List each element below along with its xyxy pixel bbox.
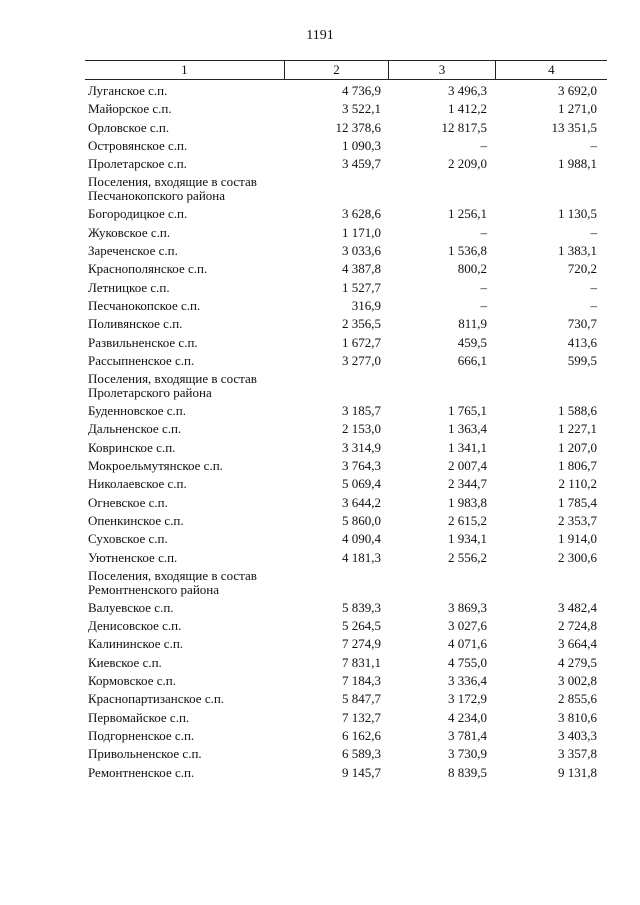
column-2-value-cell: 3 764,3 — [342, 458, 381, 474]
column-3-value-cell: 3 172,9 — [448, 691, 487, 707]
column-3-value-cell: 1 536,8 — [448, 243, 487, 259]
column-2-value-cell: 3 459,7 — [342, 156, 381, 172]
table-row — [85, 260, 607, 278]
settlement-name-cell: Пролетарское с.п. — [88, 156, 187, 172]
column-4-value-cell: 2 300,6 — [558, 549, 597, 565]
table-row — [85, 352, 607, 370]
column-2-value-cell: 9 145,7 — [342, 764, 381, 780]
column-2-value-cell: 5 847,7 — [342, 691, 381, 707]
column-4-value-cell: 2 353,7 — [558, 512, 597, 528]
column-2-value-cell: 6 589,3 — [342, 746, 381, 762]
column-4-value-cell: 1 588,6 — [558, 403, 597, 419]
settlement-name-cell: Огневское с.п. — [88, 494, 168, 510]
column-2-value-cell: 316,9 — [351, 297, 381, 313]
column-header-2: 2 — [284, 61, 388, 79]
column-4-value-cell: – — [590, 279, 597, 295]
table-row — [85, 727, 607, 745]
settlement-name-cell: Островянское с.п. — [88, 137, 188, 153]
column-4-value-cell: 1 271,0 — [558, 101, 597, 117]
settlement-name-cell: Опенкинское с.п. — [88, 512, 184, 528]
column-2-value-cell: 6 162,6 — [342, 727, 381, 743]
column-4-value-cell: 4 279,5 — [558, 654, 597, 670]
settlement-name-cell: Зареченское с.п. — [88, 243, 178, 259]
column-2-value-cell: 4 387,8 — [342, 261, 381, 277]
table-row — [85, 690, 607, 708]
column-4-value-cell: 1 227,1 — [558, 421, 597, 437]
column-3-value-cell: 2 344,7 — [448, 476, 487, 492]
column-3-value-cell: 2 556,2 — [448, 549, 487, 565]
column-4-value-cell: 413,6 — [567, 334, 597, 350]
settlement-name-cell: Привольненское с.п. — [88, 746, 202, 762]
column-4-value-cell: 3 692,0 — [558, 83, 597, 98]
page-number: 1191 — [306, 28, 334, 43]
table-row — [85, 672, 607, 690]
table-row — [85, 457, 607, 475]
column-4-value-cell: 1 806,7 — [558, 458, 597, 474]
column-3-value-cell: 3 730,9 — [448, 746, 487, 762]
column-2-value-cell: 7 274,9 — [342, 636, 381, 652]
column-4-value-cell: 1 207,0 — [558, 439, 597, 455]
column-3-value-cell: 3 027,6 — [448, 618, 487, 634]
group-heading: Поселения, входящие в состав Пролетарского района — [88, 371, 257, 401]
table-row — [85, 709, 607, 727]
table-row — [85, 100, 607, 118]
table-row — [85, 439, 607, 457]
settlement-name-cell: Рассыпненское с.п. — [88, 352, 195, 368]
table-row — [85, 279, 607, 297]
column-3-value-cell: 1 412,2 — [448, 101, 487, 117]
column-3-value-cell: 1 765,1 — [448, 403, 487, 419]
column-2-value-cell: 5 860,0 — [342, 512, 381, 528]
table-row — [85, 334, 607, 352]
column-3-value-cell: 3 336,4 — [448, 673, 487, 689]
table-row — [85, 512, 607, 530]
column-2-value-cell: 7 831,1 — [342, 654, 381, 670]
settlement-name-cell: Киевское с.п. — [88, 654, 162, 670]
column-2-value-cell: 1 527,7 — [342, 279, 381, 295]
table-row — [85, 617, 607, 635]
column-4-value-cell: – — [590, 297, 597, 313]
column-2-value-cell: 2 356,5 — [342, 316, 381, 332]
column-3-value-cell: 811,9 — [458, 316, 487, 332]
column-header-1: 1 — [181, 62, 188, 77]
table-row — [85, 635, 607, 653]
table-row — [85, 764, 607, 782]
settlement-name-cell: Краснополянское с.п. — [88, 261, 208, 277]
table-row — [85, 745, 607, 763]
column-4-value-cell: 1 130,5 — [558, 206, 597, 222]
column-4-value-cell: 3 664,4 — [558, 636, 597, 652]
column-2-value-cell: 1 171,0 — [342, 224, 381, 240]
column-2-value-cell: 3 185,7 — [342, 403, 381, 419]
settlement-name-cell: Мокроельмутянское с.п. — [88, 458, 223, 474]
column-4-value-cell: 599,5 — [567, 352, 597, 368]
table-row — [85, 654, 607, 672]
column-2-value-cell: 3 522,1 — [342, 101, 381, 117]
settlement-name-cell: Николаевское с.п. — [88, 476, 187, 492]
column-3-value-cell: 1 341,1 — [448, 439, 487, 455]
column-3-value-cell: 2 007,4 — [448, 458, 487, 474]
column-2-value-cell: 7 132,7 — [342, 709, 381, 725]
column-3-value-cell: 3 869,3 — [448, 599, 487, 615]
column-2-value-cell: 5 839,3 — [342, 599, 381, 615]
column-3-value-cell: 2 615,2 — [448, 512, 487, 528]
table-row — [85, 315, 607, 333]
table-row — [85, 119, 607, 137]
settlement-name-cell: Калининское с.п. — [88, 636, 184, 652]
column-2-value-cell: 12 378,6 — [335, 119, 381, 135]
settlement-name-cell: Богородицкое с.п. — [88, 206, 188, 222]
column-3-value-cell: – — [480, 224, 487, 240]
column-2-value-cell: 1 672,7 — [342, 334, 381, 350]
column-2-value-cell: 4 736,9 — [342, 83, 381, 98]
table-row — [85, 475, 607, 493]
column-2-value-cell: 7 184,3 — [342, 673, 381, 689]
column-4-value-cell: 13 351,5 — [551, 119, 597, 135]
column-4-value-cell: 2 724,8 — [558, 618, 597, 634]
column-4-value-cell: 720,2 — [567, 261, 597, 277]
column-4-value-cell: 3 002,8 — [558, 673, 597, 689]
column-3-value-cell: 8 839,5 — [448, 764, 487, 780]
column-2-value-cell: 2 153,0 — [342, 421, 381, 437]
group-heading-row — [85, 173, 607, 205]
column-3-value-cell: 800,2 — [457, 261, 487, 277]
column-3-value-cell: 2 209,0 — [448, 156, 487, 172]
column-3-value-cell: – — [480, 279, 487, 295]
settlement-name-cell: Уютненское с.п. — [88, 549, 178, 565]
settlement-name-cell: Валуевское с.п. — [88, 599, 174, 615]
column-3-value-cell: 4 071,6 — [448, 636, 487, 652]
column-4-value-cell: 2 110,2 — [558, 476, 597, 492]
column-2-value-cell: 3 277,0 — [342, 352, 381, 368]
column-3-value-cell: 1 983,8 — [448, 494, 487, 510]
settlement-name-cell: Кормовское с.п. — [88, 673, 176, 689]
column-4-value-cell: 3 357,8 — [558, 746, 597, 762]
table-row — [85, 224, 607, 242]
group-heading-row — [85, 567, 607, 599]
column-4-value-cell: 2 855,6 — [558, 691, 597, 707]
column-4-value-cell: – — [590, 137, 597, 153]
table-row — [85, 205, 607, 223]
column-2-value-cell: 3 628,6 — [342, 206, 381, 222]
column-header-3: 3 — [388, 61, 494, 79]
column-4-value-cell: – — [590, 224, 597, 240]
column-3-value-cell: 1 934,1 — [448, 531, 487, 547]
group-heading: Поселения, входящие в состав Песчанокопского района — [88, 174, 257, 204]
column-4-value-cell: 1 383,1 — [558, 243, 597, 259]
column-2-value-cell: 4 181,3 — [342, 549, 381, 565]
column-4-value-cell: 3 482,4 — [558, 599, 597, 615]
column-3-value-cell: 1 256,1 — [448, 206, 487, 222]
settlement-name-cell: Ковринское с.п. — [88, 439, 176, 455]
column-2-value-cell: 3 033,6 — [342, 243, 381, 259]
group-heading: Поселения, входящие в состав Ремонтненского района — [88, 567, 257, 597]
column-2-value-cell: 5 264,5 — [342, 618, 381, 634]
settlement-name-cell: Песчанокопское с.п. — [88, 297, 201, 313]
column-4-value-cell: 3 810,6 — [558, 709, 597, 725]
budget-table — [85, 60, 607, 782]
settlement-name-cell: Майорское с.п. — [88, 101, 172, 117]
column-2-value-cell: 4 090,4 — [342, 531, 381, 547]
column-3-value-cell: – — [480, 137, 487, 153]
table-row — [85, 402, 607, 420]
table-row — [85, 155, 607, 173]
table-header — [85, 60, 607, 80]
column-4-value-cell: 3 403,3 — [558, 727, 597, 743]
settlement-name-cell: Жуковское с.п. — [88, 224, 171, 240]
column-2-value-cell: 1 090,3 — [342, 137, 381, 153]
column-3-value-cell: 459,5 — [457, 334, 487, 350]
column-3-value-cell: 4 755,0 — [448, 654, 487, 670]
settlement-name-cell: Дальненское с.п. — [88, 421, 182, 437]
table-body — [85, 82, 607, 782]
column-3-value-cell: 3 496,3 — [448, 83, 487, 98]
table-row — [85, 297, 607, 315]
settlement-name-cell: Краснопартизанское с.п. — [88, 691, 225, 707]
table-row — [85, 420, 607, 438]
table-row — [85, 599, 607, 617]
group-heading-row — [85, 370, 607, 402]
column-3-value-cell: 12 817,5 — [441, 119, 487, 135]
settlement-name-cell: Буденновское с.п. — [88, 403, 187, 419]
column-3-value-cell: – — [480, 297, 487, 313]
column-4-value-cell: 730,7 — [567, 316, 597, 332]
column-2-value-cell: 3 644,2 — [342, 494, 381, 510]
column-2-value-cell: 5 069,4 — [342, 476, 381, 492]
table-row — [85, 137, 607, 155]
table-row — [85, 82, 607, 100]
table-row — [85, 242, 607, 260]
settlement-name-cell: Ремонтненское с.п. — [88, 764, 195, 780]
column-4-value-cell: 1 988,1 — [558, 156, 597, 172]
settlement-name-cell: Суховское с.п. — [88, 531, 168, 547]
column-3-value-cell: 1 363,4 — [448, 421, 487, 437]
table-row — [85, 494, 607, 512]
column-3-value-cell: 3 781,4 — [448, 727, 487, 743]
settlement-name-cell: Денисовское с.п. — [88, 618, 182, 634]
settlement-name-cell: Летницкое с.п. — [88, 279, 170, 295]
settlement-name-cell: Орловское с.п. — [88, 119, 170, 135]
table-row — [85, 530, 607, 548]
table-row — [85, 549, 607, 567]
column-3-value-cell: 666,1 — [457, 352, 487, 368]
column-4-value-cell: 1 785,4 — [558, 494, 597, 510]
settlement-name-cell: Первомайское с.п. — [88, 709, 190, 725]
settlement-name-cell: Поливянское с.п. — [88, 316, 183, 332]
settlement-name-cell: Развильненское с.п. — [88, 334, 198, 350]
settlement-name-cell: Подгорненское с.п. — [88, 727, 195, 743]
column-2-value-cell: 3 314,9 — [342, 439, 381, 455]
settlement-name-cell: Луганское с.п. — [88, 83, 168, 98]
column-3-value-cell: 4 234,0 — [448, 709, 487, 725]
column-4-value-cell: 1 914,0 — [558, 531, 597, 547]
column-header-4: 4 — [495, 61, 607, 79]
column-4-value-cell: 9 131,8 — [558, 764, 597, 780]
